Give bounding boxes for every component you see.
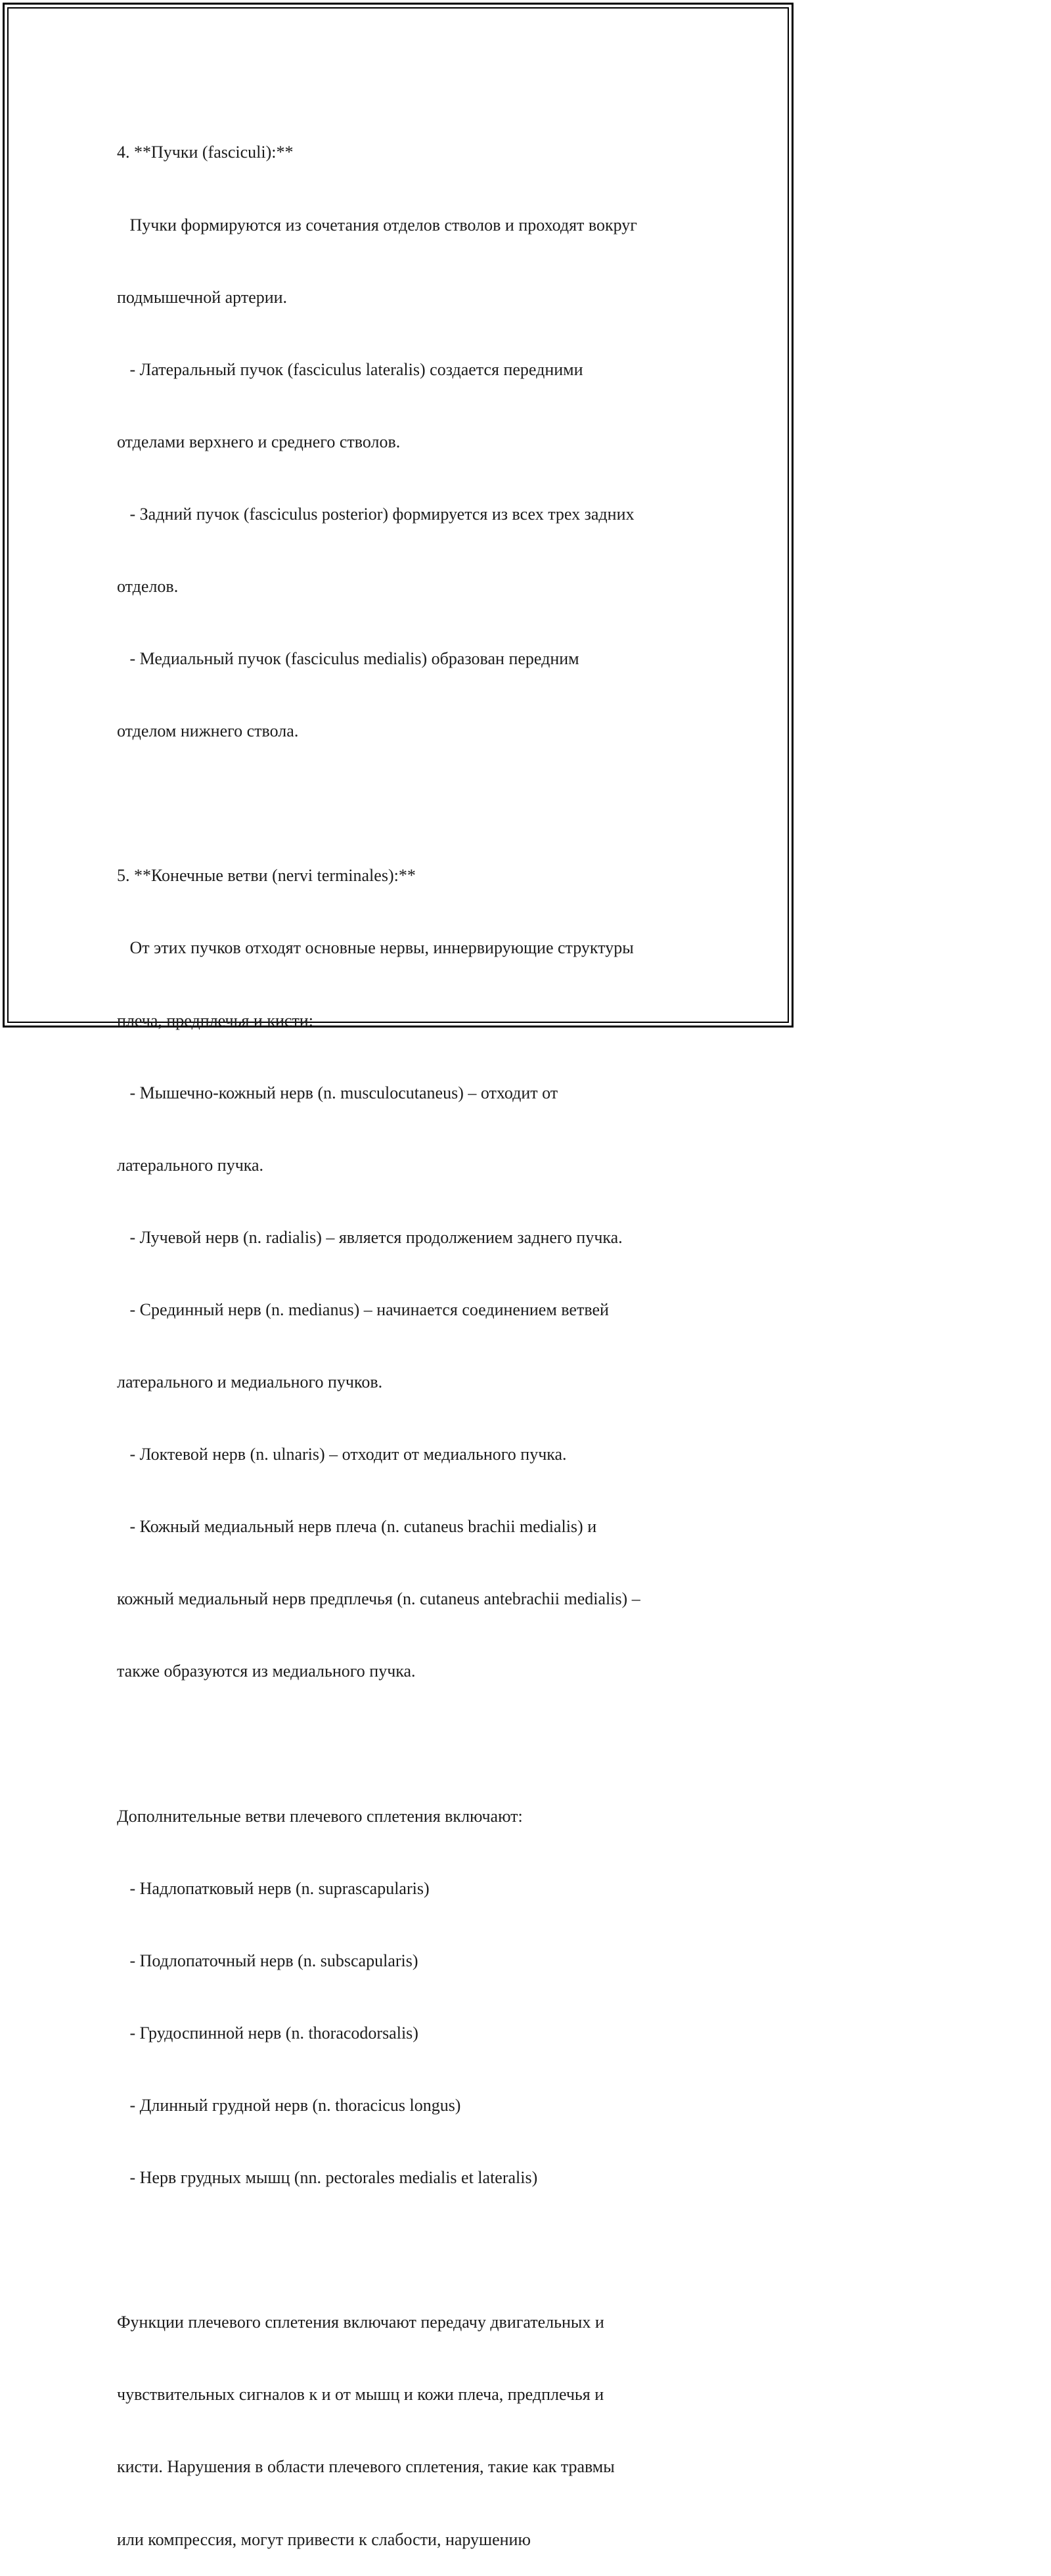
list-item: - Длинный грудной нерв (n. thoracicus longus) [117, 2095, 461, 2115]
functions-paragraph-line: Функции плечевого сплетения включают передачу двигательных и [117, 2313, 604, 2332]
list-item: - Нерв грудных мышц (nn. pectorales medialis et lateralis) [117, 2168, 538, 2188]
text-line: - Лучевой нерв (n. radialis) – является продолжением заднего пучка. [117, 1227, 623, 1247]
additional-branches-intro: Дополнительные ветви плечевого сплетения включают: [117, 1806, 523, 1826]
list-item: - Подлопаточный нерв (n. subscapularis) [117, 1951, 418, 1970]
document-body [117, 93, 695, 2576]
functions-paragraph-line: кисти. Нарушения в области плечевого сплетения, такие как травмы [117, 2457, 615, 2477]
list-item: - Надлопатковый нерв (n. suprascapularis) [117, 1878, 430, 1898]
functions-paragraph-line: чувствительных сигналов к и от мышц и кожи плеча, предплечья и [117, 2385, 604, 2405]
text-line: - Мышечно-кожный нерв (n. musculocutaneus) – отходит от [117, 1083, 558, 1102]
text-line: подмышечной артерии. [117, 287, 288, 307]
text-line: кожный медиальный нерв предплечья (n. cutaneus antebrachii medialis) – [117, 1589, 640, 1609]
text-line: - Кожный медиальный нерв плеча (n. cutaneus brachii medialis) и [117, 1517, 597, 1537]
blank-line [117, 1732, 695, 1756]
text-line: плеча, предплечья и кисти: [117, 1010, 313, 1030]
section-5-heading: 5. **Конечные ветви (nervi terminales):** [117, 866, 416, 886]
text-line: Пучки формируются из сочетания отделов стволов и проходят вокруг [117, 215, 637, 235]
text-line: - Срединный нерв (n. medianus) – начинается соединением ветвей [117, 1299, 609, 1319]
text-line: - Латеральный пучок (fasciculus lateralis) создается передними [117, 359, 583, 379]
text-line: отделов. [117, 576, 179, 596]
text-line: - Задний пучок (fasciculus posterior) формируется из всех трех задних [117, 504, 635, 524]
list-item: - Грудоспинной нерв (n. thoracodorsalis) [117, 2023, 418, 2043]
blank-line [117, 792, 695, 816]
text-line: также образуются из медиального пучка. [117, 1661, 416, 1681]
text-line: - Локтевой нерв (n. ulnaris) – отходит от медиального пучка. [117, 1445, 567, 1464]
text-line: латерального и медиального пучков. [117, 1372, 383, 1391]
text-line: отделом нижнего ствола. [117, 721, 299, 741]
text-line: отделами верхнего и среднего стволов. [117, 432, 401, 451]
text-line: От этих пучков отходят основные нервы, иннервирующие структуры [117, 938, 634, 958]
section-4-heading: 4. **Пучки (fasciculi):** [117, 143, 294, 162]
functions-paragraph-line: или компрессия, могут привести к слабости, нарушению [117, 2529, 531, 2549]
blank-line [117, 2238, 695, 2263]
text-line: латерального пучка. [117, 1155, 264, 1175]
text-line: - Медиальный пучок (fasciculus medialis) образован передним [117, 649, 579, 669]
